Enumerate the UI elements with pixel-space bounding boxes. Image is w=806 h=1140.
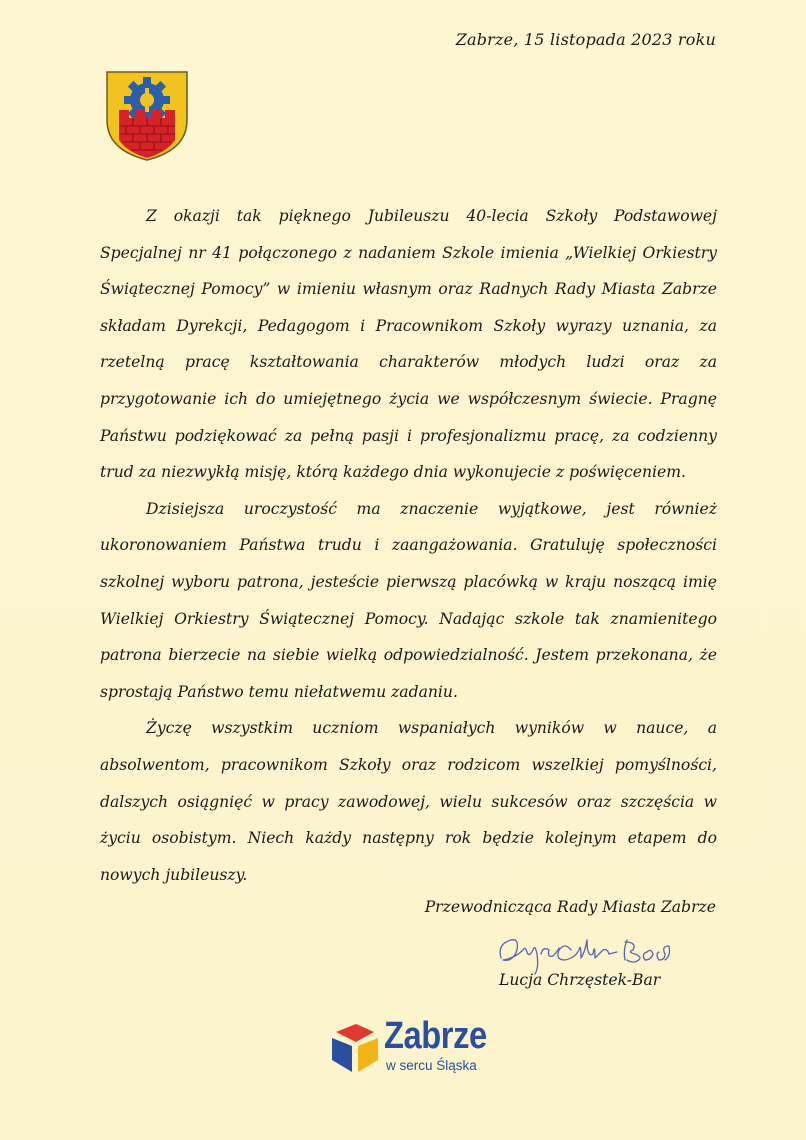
handwritten-signature xyxy=(495,928,705,976)
coat-of-arms-icon xyxy=(105,70,189,162)
closing-title: Przewodnicząca Rady Miasta Zabrze xyxy=(424,898,716,916)
gear-icon xyxy=(124,77,170,123)
zabrze-logo xyxy=(330,1015,490,1080)
logo-tagline: w sercu Śląska xyxy=(386,1058,477,1073)
letter-date: Zabrze, 15 listopada 2023 roku xyxy=(455,30,716,49)
paragraph-1: Z okazji tak pięknego Jubileuszu 40-lecia Szkoły Podstawowej Specjalnej nr 41 połączonego z nadaniem Szkole imienia „Wielkiej Orkiestry Świątecznej Pomocy” w imieniu własnym oraz Radnych Rady Miasta Zabrze składam Dyrekcji, Pedagogom i Pracownikom Szkoły wyrazy uznania, za rzetelną pracę kształtowania charakterów młodych ludzi oraz za przygotowanie ich do umiejętnego życia we współczesnym świecie. Pragnę Państwu podziękować za pełną pasji i profesjonalizmu pracę, za codzienny trud za niezwykłą misję, którą każdego dnia wykonujecie z poświęceniem. xyxy=(100,207,717,482)
paragraph-2: Dzisiejsza uroczystość ma znaczenie wyjątkowe, jest również ukoronowaniem Państwa trudu i zaangażowania. Gratuluję społeczności szkolnej wyboru patrona, jesteście pierwszą placówką w kraju noszącą imię Wielkiej Orkiestry Świątecznej Pomocy. Nadając szkole tak znamienitego patrona bierzecie na siebie wielką odpowiedzialność. Jestem przekonana, że sprostają Państwo temu niełatwemu zadaniu. xyxy=(100,499,717,701)
letter-body xyxy=(100,198,717,893)
zabrze-logo-mark-icon xyxy=(330,1022,380,1074)
paragraph-3: Życzę wszystkim uczniom wspaniałych wyników w nauce, a absolwentom, pracownikom Szkoły oraz rodzicom wszelkiej pomyślności, dalszych osiągnięć w pracy zawodowej, wielu sukcesów oraz szczęścia w życiu osobistym. Niech każdy następny rok będzie kolejnym etapem do nowych jubileuszy. xyxy=(100,719,717,884)
signer-name: Lucja Chrzęstek-Bar xyxy=(499,971,661,989)
logo-word: Zabrze xyxy=(384,1015,487,1057)
